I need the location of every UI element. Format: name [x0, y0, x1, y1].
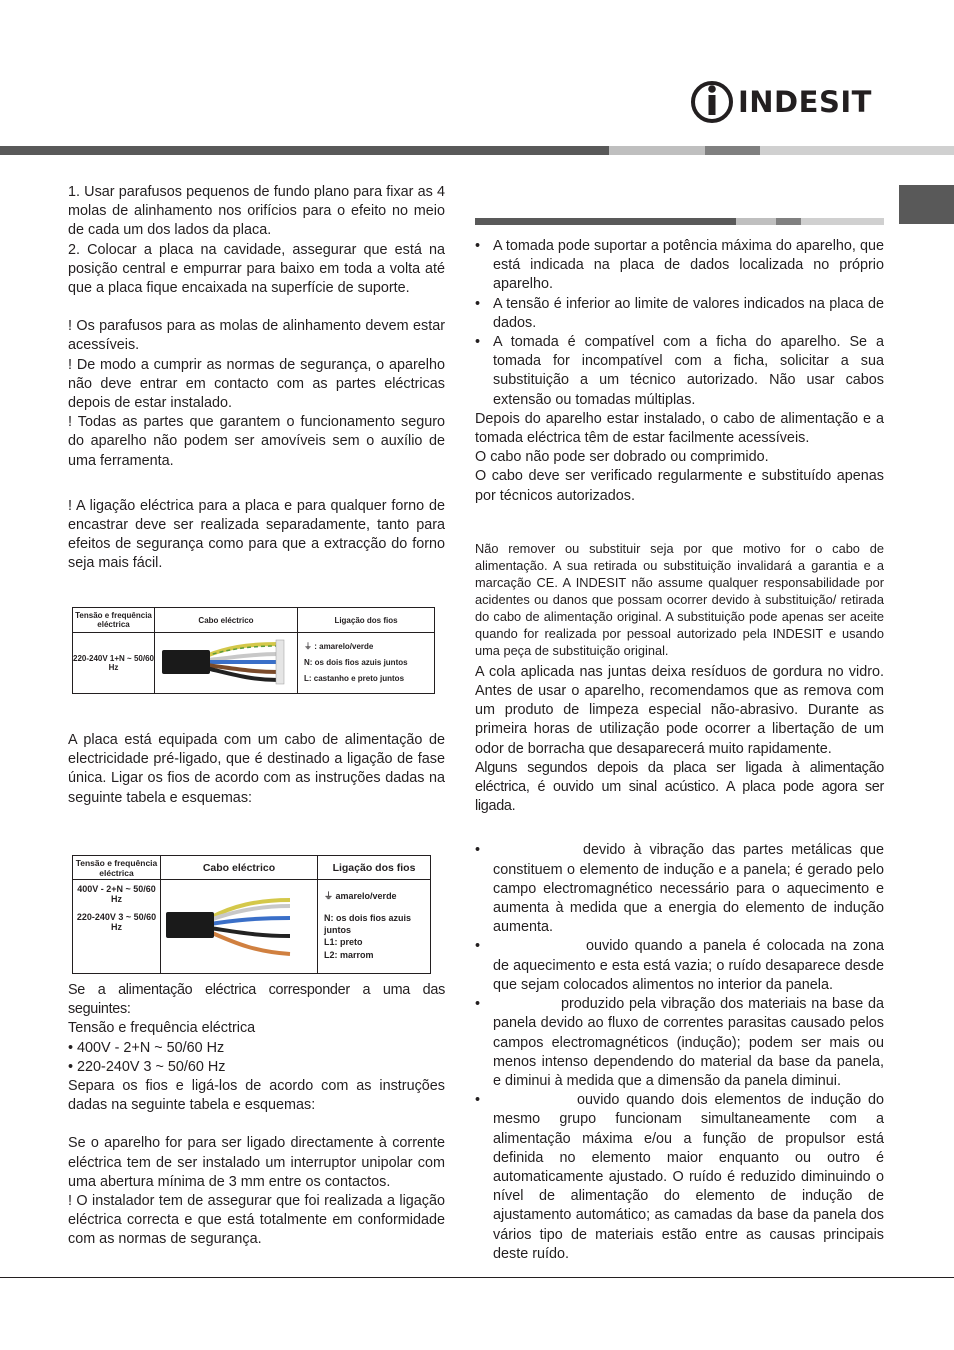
paragraph: Separa os fios e ligá-los de acordo com as instruções dadas na seguinte tabela e esquemas:	[68, 1078, 445, 1114]
brand-logo	[690, 78, 872, 126]
left-column-mid	[68, 731, 445, 808]
footer-rule	[0, 1277, 954, 1278]
cable-diagram	[155, 633, 298, 694]
noise-list	[475, 841, 884, 1263]
cable-icon	[162, 882, 317, 970]
table-header: Ligação dos fios	[318, 856, 431, 880]
paragraph: Se o aparelho for para ser ligado directamente à corrente eléctrica tem de ser instalado um interruptor unipolar com uma abertura mínima de 3 mm entre os contactos.	[68, 1135, 445, 1190]
list-item: • produzido pela vibração dos materiais na base da panela devido ao fluxo de correntes parasitas causado pelos campos electromagnéticos (indução); podem ser mais ou menos intenso dependendo do material da base da panela, e diminui à medida que a dimensão da panela diminui.	[475, 995, 884, 1091]
wiring-table-single-phase	[72, 607, 435, 694]
list-item: • A tomada pode suportar a potência máxima do aparelho, que está indicada na placa de dados localizada no próprio aparelho.	[475, 237, 884, 295]
voltage-cell: 220-240V 1+N ~ 50/60 Hz	[73, 633, 155, 694]
table-header: Tensão e frequência eléctrica	[73, 856, 161, 880]
checklist	[475, 237, 884, 410]
ground-icon: ⏚	[304, 642, 312, 651]
paragraph: Alguns segundos depois da placa ser ligada à alimentação eléctrica, é ouvido um sinal acústico. A placa pode agora ser ligada.	[475, 759, 884, 815]
voltage-cell: 400V - 2+N ~ 50/60 Hz 220-240V 3 ~ 50/60 Hz	[73, 880, 161, 974]
paragraph: ! O instalador tem de assegurar que foi realizada a ligação eléctrica correcta e que está totalmente em conformidade com as normas de segurança.	[68, 1193, 445, 1248]
header-bar	[0, 146, 954, 155]
ground-row: ⏚ : amarelo/verde	[304, 642, 374, 651]
right-column	[475, 237, 884, 1264]
left-column-bottom	[68, 981, 445, 1250]
ground-row: ⏚ amarelo/verde	[324, 891, 397, 901]
paragraph: Tensão e frequência eléctrica	[68, 1020, 256, 1037]
live-row: L: castanho e preto juntos	[304, 674, 405, 683]
ground-icon: ⏚	[324, 891, 334, 901]
cable-icon	[156, 634, 296, 690]
paragraph: ! Todas as partes que garantem o funcionamento seguro do aparelho não podem ser amovíveis sem o auxílio de uma ferramenta.	[68, 414, 445, 469]
paragraph: A placa está equipada com um cabo de alimentação de electricidade pré-ligado, que é destinado a ligação de fase única. Ligar os fios de acordo com as instruções dadas na seguinte tabela e esquemas:	[68, 732, 445, 806]
connection-cell	[298, 633, 435, 694]
paragraph: • 220-240V 3 ~ 50/60 Hz	[68, 1058, 226, 1075]
paragraph: • 400V - 2+N ~ 50/60 Hz	[68, 1039, 225, 1056]
cable-diagram	[161, 880, 318, 974]
left-column	[68, 183, 445, 574]
list-item: • ouvido quando a panela é colocada na zona de aquecimento e esta está vazia; o ruído desaparece desde que sejam colocados alimentos no interior da panela.	[475, 937, 884, 995]
list-item: • ouvido quando dois elementos de indução do mesmo grupo funcionam simultaneamente com a alimentação máxima e/ou a função de propulsor está definida no elemento maior enquanto ou outro é automaticamente ajustado. O ruído é reduzido diminuindo o nível de alimentação do elemento de indução de ajustamento automático; as camadas da base da panela dos vários tipo de materiais estão entre as causas principais deste ruído.	[475, 1091, 884, 1264]
paragraph: ! A ligação eléctrica para a placa e para qualquer forno de encastrar deve ser realizada separadamente, tanto para efeitos de segurança como para que a extracção do forno seja mais fácil.	[68, 497, 445, 572]
indesit-i-icon	[690, 79, 734, 125]
section-tab	[899, 185, 954, 224]
table-header: Tensão e frequência eléctrica	[73, 608, 155, 633]
neutral-row: N: os dois fios azuis juntos	[304, 658, 408, 667]
paragraph: Não remover ou substituir seja por que motivo for o cabo de alimentação. A sua retirada ou substituição invalidará a garantia e a marcação CE. A INDESIT não assume qualquer responsabilidade por acidentes ou danos que possam ocorrer devido à substituição/ retirada do cabo de alimentação original. A substituição pode apenas ser aceite quando for realizada por pessoal autorizado pela INDESIT e usando uma peça de substituição original.	[475, 540, 884, 658]
paragraph: Se a alimentação eléctrica corresponder a uma das seguintes:	[68, 982, 445, 1018]
paragraph: 1. Usar parafusos pequenos de fundo plano para fixar as 4 molas de alinhamento nos orifícios para o efeito no meio de cada um dos lados da placa.	[68, 184, 445, 239]
paragraph: O cabo deve ser verificado regularmente e substituído apenas por técnicos autorizados.	[475, 468, 884, 504]
paragraph: Depois do aparelho estar instalado, o cabo de alimentação e a tomada eléctrica têm de estar facilmente acessíveis.	[475, 410, 884, 447]
brand-name: INDESIT	[738, 85, 872, 119]
section-bar	[475, 218, 884, 225]
list-item: • A tensão é inferior ao limite de valores indicados na placa de dados.	[475, 295, 884, 333]
wiring-table-two-phase	[72, 855, 431, 974]
list-item: • devido à vibração das partes metálicas que constituem o elemento de indução e a panela; é gerado pelo campo electromagnético necessário para o aquecimento e aumenta à medida que a energia do elemento de indução aumenta.	[475, 841, 884, 937]
paragraph: O cabo não pode ser dobrado ou comprimido.	[475, 449, 769, 466]
list-item: • A tomada é compatível com a ficha do aparelho. Se a tomada for incompatível com a ficha, solicitar a sua substituição a um técnico autorizado. Não usar cabos extensão ou tomadas múltiplas.	[475, 333, 884, 410]
table-header: Ligação dos fios	[298, 608, 435, 633]
table-header: Cabo eléctrico	[155, 608, 298, 633]
paragraph: 2. Colocar a placa na cavidade, assegurar que está na posição central e empurrar para baixo em toda a volta até que a placa fique encaixada na superfície de suporte.	[68, 241, 445, 297]
table-header: Cabo eléctrico	[161, 856, 318, 880]
connection-cell: ⏚ amarelo/verde N: os dois fios azuis juntos L1: preto L2: marrom	[318, 880, 431, 974]
paragraph: A cola aplicada nas juntas deixa resíduos de gordura no vidro. Antes de usar o aparelho, recomendamos que as remova com um produto de limpeza especial não-abrasivo. Durante as primeira horas de utilização pode ocorrer a libertação de um odor de borracha que desaparecerá muito rapidamente.	[475, 663, 884, 757]
paragraph: ! Os parafusos para as molas de alinhamento devem estar acessíveis.	[68, 318, 445, 354]
paragraph: ! De modo a cumprir as normas de segurança, o aparelho não deve entrar em contacto com as partes eléctricas depois de estar instalado.	[68, 356, 445, 412]
